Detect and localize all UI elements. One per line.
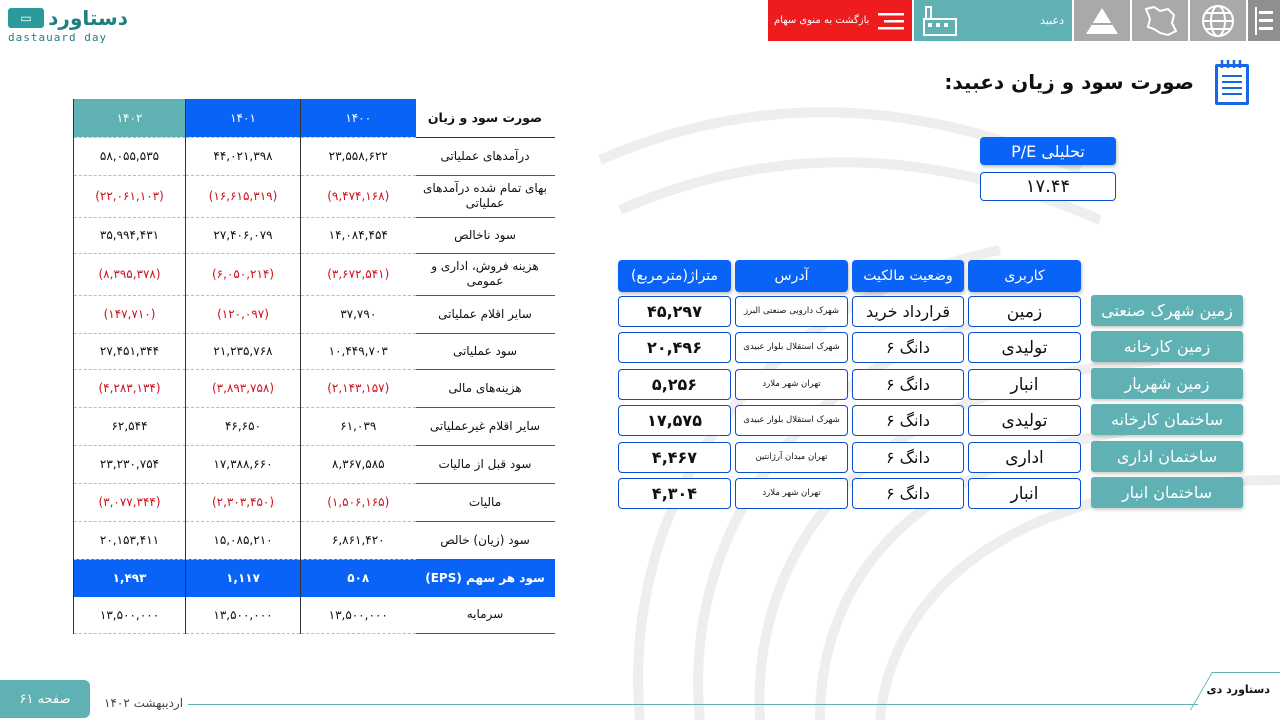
cell-value-۱۴۰۱: (۱۲۰,۰۹۷) — [186, 295, 301, 333]
header-year-1401: ۱۴۰۱ — [186, 99, 301, 137]
cell-value-۱۴۰۲: ۵۸,۰۵۵,۵۳۵ — [74, 137, 186, 175]
cell-value-۱۴۰۲: (۱۴۷,۷۱۰) — [74, 295, 186, 333]
cell-value-۱۴۰۲: (۳,۰۷۷,۳۴۴) — [74, 483, 186, 521]
cell-value-۱۴۰۲: ۳۵,۹۹۴,۴۳۱ — [74, 217, 186, 253]
table-row — [74, 483, 555, 521]
cell-value-۱۴۰۱: ۴۴,۰۲۱,۳۹۸ — [186, 137, 301, 175]
globe-icon — [1201, 4, 1235, 38]
cell-value-۱۴۰۲: ۲۳,۲۳۰,۷۵۴ — [74, 445, 186, 483]
iran-map-button[interactable] — [1130, 0, 1188, 41]
property-address: تهران شهر ملارد — [735, 369, 848, 400]
table-row — [74, 295, 555, 333]
prop-header-address: آدرس — [735, 260, 848, 292]
property-ownership: ۶ دانگ — [852, 442, 964, 473]
property-area: ۴,۳۰۴ — [618, 478, 731, 509]
property-name: زمین شهریار — [1091, 368, 1243, 399]
cell-value-۱۴۰۱: ۱۳,۵۰۰,۰۰۰ — [186, 597, 301, 633]
table-row-eps — [74, 559, 555, 597]
logo-mark-icon: ▭ — [8, 8, 44, 28]
row-label: هزینه فروش، اداری و عمومی — [416, 253, 555, 295]
cell-value-۱۴۰۱: (۳,۸۹۳,۷۵۸) — [186, 369, 301, 407]
property-area: ۱۷,۵۷۵ — [618, 405, 731, 436]
row-label: بهای تمام شده درآمدهای عملیاتی — [416, 175, 555, 217]
pe-value: ۱۷.۴۴ — [980, 172, 1116, 201]
table-row — [74, 521, 555, 559]
row-label: سود ناخالص — [416, 217, 555, 253]
table-row — [74, 597, 555, 633]
company-label: دعبید — [1040, 14, 1064, 27]
brand-logo — [8, 6, 128, 44]
cell-value-۱۴۰۱: ۱۵,۰۸۵,۲۱۰ — [186, 521, 301, 559]
cell-value-۱۴۰۲: ۲۷,۴۵۱,۳۴۴ — [74, 333, 186, 369]
row-label: هزینه‌های مالی — [416, 369, 555, 407]
cell-value-۱۴۰۰: ۸,۳۶۷,۵۸۵ — [301, 445, 416, 483]
property-area: ۲۰,۴۹۶ — [618, 332, 731, 363]
table-row — [74, 217, 555, 253]
top-navigation-bar — [766, 0, 1280, 41]
cell-value-۱۴۰۲: (۴,۲۸۳,۱۳۴) — [74, 369, 186, 407]
cell-value-۱۴۰۰: ۲۳,۵۵۸,۶۲۲ — [301, 137, 416, 175]
footer-brand: دستاورد دی — [1206, 683, 1270, 696]
prop-header-ownership: وضعیت مالکیت — [852, 260, 964, 292]
cell-value-۱۴۰۲: (۸,۳۹۵,۳۷۸) — [74, 253, 186, 295]
property-name: ساختمان انبار — [1091, 477, 1243, 508]
property-use: اداری — [968, 442, 1081, 473]
table-row — [74, 369, 555, 407]
hamburger-icon — [876, 11, 906, 31]
table-header-row — [74, 99, 555, 137]
table-row — [74, 333, 555, 369]
property-area: ۴۵,۲۹۷ — [618, 296, 731, 327]
cell-value-۱۴۰۰: (۱,۵۰۶,۱۶۵) — [301, 483, 416, 521]
cell-value-۱۴۰۰: ۱۰,۴۴۹,۷۰۳ — [301, 333, 416, 369]
property-address: شهرک دارویی صنعتی البرز — [735, 296, 848, 327]
property-ownership: ۶ دانگ — [852, 478, 964, 509]
company-button[interactable] — [912, 0, 1072, 41]
cell-value-۱۴۰۱: ۱,۱۱۷ — [186, 559, 301, 597]
prop-header-use: کاربری — [968, 260, 1081, 292]
row-label: مالیات — [416, 483, 555, 521]
cell-value-۱۴۰۲: (۲۲,۰۶۱,۱۰۳) — [74, 175, 186, 217]
property-address: شهرک استقلال بلوار عبیدی — [735, 405, 848, 436]
row-label: سود هر سهم (EPS) — [416, 559, 555, 597]
row-label: سود عملیاتی — [416, 333, 555, 369]
footer-divider — [188, 704, 1198, 705]
cell-value-۱۴۰۱: ۲۱,۲۳۵,۷۶۸ — [186, 333, 301, 369]
table-row — [74, 175, 555, 217]
footer-month: اردیبهشت — [133, 696, 184, 710]
footer-date — [104, 696, 183, 710]
property-name: ساختمان کارخانه — [1091, 404, 1243, 435]
cell-value-۱۴۰۱: (۲,۳۰۳,۴۵۰) — [186, 483, 301, 521]
footer-year: ۱۴۰۲ — [104, 696, 130, 710]
cell-value-۱۴۰۰: (۳,۶۷۲,۵۴۱) — [301, 253, 416, 295]
property-ownership: قرارداد خرید — [852, 296, 964, 327]
property-address: تهران میدان آرژانتین — [735, 442, 848, 473]
logo-text-en: dastauard day — [8, 31, 108, 44]
header-year-1400: ۱۴۰۰ — [301, 99, 416, 137]
property-ownership: ۶ دانگ — [852, 332, 964, 363]
property-name: زمین کارخانه — [1091, 331, 1243, 362]
document-icon — [1214, 60, 1250, 106]
back-to-stock-menu-button[interactable] — [766, 0, 912, 41]
cell-value-۱۴۰۰: ۱۴,۰۸۴,۴۵۴ — [301, 217, 416, 253]
pyramid-icon — [1084, 6, 1120, 36]
cell-value-۱۴۰۲: ۱۳,۵۰۰,۰۰۰ — [74, 597, 186, 633]
cell-value-۱۴۰۰: (۹,۴۷۴,۱۶۸) — [301, 175, 416, 217]
row-label: درآمدهای عملیاتی — [416, 137, 555, 175]
cell-value-۱۴۰۱: (۱۶,۶۱۵,۳۱۹) — [186, 175, 301, 217]
table-row — [74, 445, 555, 483]
row-label: سود (زیان) خالص — [416, 521, 555, 559]
side-menu-button[interactable] — [1246, 0, 1280, 41]
property-address: شهرک استقلال بلوار عبیدی — [735, 332, 848, 363]
property-ownership: ۶ دانگ — [852, 369, 964, 400]
prop-header-area: متراژ(مترمربع) — [618, 260, 731, 292]
property-address: تهران شهر ملارد — [735, 478, 848, 509]
table-row — [74, 253, 555, 295]
page-number-badge: صفحه ۶۱ — [0, 680, 90, 718]
header-year-1402: ۱۴۰۲ — [74, 99, 186, 137]
cell-value-۱۴۰۰: ۳۷,۷۹۰ — [301, 295, 416, 333]
cell-value-۱۴۰۰: (۲,۱۴۳,۱۵۷) — [301, 369, 416, 407]
cell-value-۱۴۰۰: ۶۱,۰۳۹ — [301, 407, 416, 445]
row-label: سایر اقلام غیرعملیاتی — [416, 407, 555, 445]
page-title: صورت سود و زیان دعبید: — [944, 70, 1194, 94]
table-row — [74, 137, 555, 175]
table-row — [74, 407, 555, 445]
menu-icon — [1253, 7, 1275, 35]
property-use: تولیدی — [968, 332, 1081, 363]
cell-value-۱۴۰۱: ۴۶,۶۵۰ — [186, 407, 301, 445]
iran-map-icon — [1142, 5, 1178, 37]
world-button[interactable] — [1188, 0, 1246, 41]
cell-value-۱۴۰۰: ۵۰۸ — [301, 559, 416, 597]
row-label: سایر اقلام عملیاتی — [416, 295, 555, 333]
cell-value-۱۴۰۲: ۱,۴۹۳ — [74, 559, 186, 597]
logo-text-fa: دستاورد — [48, 6, 128, 30]
property-use: انبار — [968, 369, 1081, 400]
row-label: سود قبل از مالیات — [416, 445, 555, 483]
income-statement-table — [73, 99, 555, 634]
cell-value-۱۴۰۰: ۶,۸۶۱,۴۲۰ — [301, 521, 416, 559]
property-area: ۵,۲۵۶ — [618, 369, 731, 400]
property-name: ساختمان اداری — [1091, 441, 1243, 472]
property-area: ۴,۴۶۷ — [618, 442, 731, 473]
property-name: زمین شهرک صنعتی — [1091, 295, 1243, 326]
back-label: بازگشت به منوی سهام — [774, 15, 870, 26]
property-ownership: ۶ دانگ — [852, 405, 964, 436]
cell-value-۱۴۰۱: (۶,۰۵۰,۲۱۴) — [186, 253, 301, 295]
header-title: صورت سود و زیان — [416, 99, 555, 137]
property-use: تولیدی — [968, 405, 1081, 436]
property-use: زمین — [968, 296, 1081, 327]
cell-value-۱۴۰۲: ۲۰,۱۵۳,۴۱۱ — [74, 521, 186, 559]
industry-button[interactable] — [1072, 0, 1130, 41]
cell-value-۱۴۰۲: ۶۲,۵۴۴ — [74, 407, 186, 445]
row-label: سرمایه — [416, 597, 555, 633]
cell-value-۱۴۰۰: ۱۳,۵۰۰,۰۰۰ — [301, 597, 416, 633]
pe-label: P/E تحلیلی — [980, 137, 1116, 165]
cell-value-۱۴۰۱: ۱۷,۳۸۸,۶۶۰ — [186, 445, 301, 483]
property-use: انبار — [968, 478, 1081, 509]
cell-value-۱۴۰۱: ۲۷,۴۰۶,۰۷۹ — [186, 217, 301, 253]
factory-icon — [922, 5, 958, 37]
